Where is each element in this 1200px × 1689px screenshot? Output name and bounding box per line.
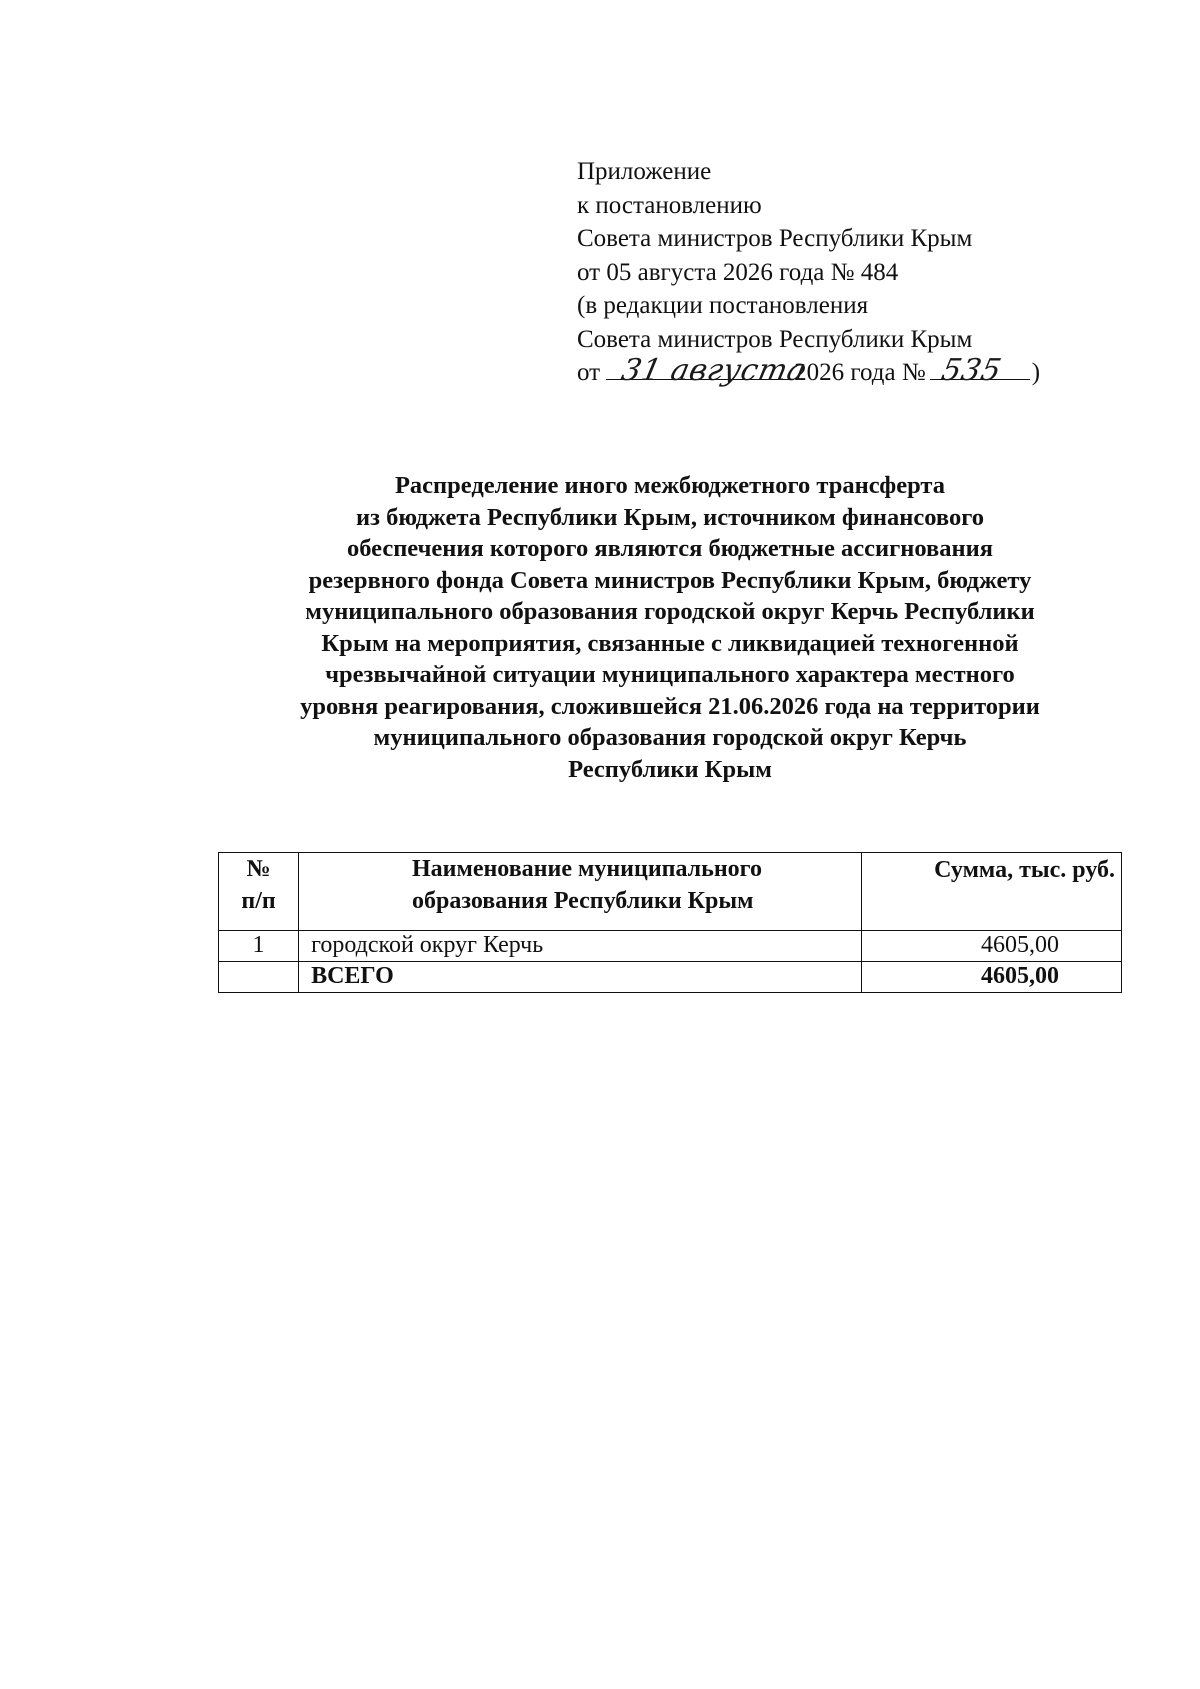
handwritten-number: 535 [938,352,1005,388]
total-label: ВСЕГО [299,962,862,993]
appendix-line: Совета министров Республики Крым [577,325,973,353]
year-label: 2026 года № [794,359,926,386]
appendix-line: (в редакции постановления [577,292,869,319]
header-number [219,853,299,931]
distribution-table [218,852,1122,993]
title-line: обеспечения которого являются бюджетные ассигнования [346,535,994,562]
title-line: муниципального образования городской округ Керчь Республики [305,598,1035,625]
title-line: Распределение иного межбюджетного трансферта [394,472,946,499]
header-sum: Сумма, тыс. руб. [861,853,1121,931]
header-number-line1: № [246,856,271,882]
header-name [299,853,862,931]
appendix-block [577,155,1137,390]
total-number-empty [219,962,299,993]
date-blank [606,352,810,388]
title-line: Крым на мероприятия, связанные с ликвидацией техногенной [321,629,1019,657]
table-total-row [219,962,1122,993]
table-header-row [219,853,1122,931]
number-blank [930,352,1030,388]
title-line: уровня реагирования, сложившейся 21.06.2026 года на территории [300,692,1040,720]
row-municipality: городской округ Керчь [299,931,862,962]
handwritten-date: 31 августа [618,352,810,388]
appendix-line: Совета министров Республики Крым [577,225,973,252]
appendix-heading: Приложение [577,158,712,185]
header-name-inner [398,853,762,917]
title-line: муниципального образования городской округ Керчь [373,724,967,751]
table-row [219,931,1122,962]
row-sum: 4605,00 [861,931,1121,962]
amendment-date-line [577,352,1137,390]
closing-paren: ) [1031,359,1041,386]
title-line: Республики Крым [568,755,772,783]
title-line: чрезвычайной ситуации муниципального характера местного [325,661,1015,688]
row-number: 1 [219,931,299,962]
header-number-line2: п/п [241,888,276,914]
appendix-resolution-ref: от 05 августа 2026 года № 484 [577,258,899,286]
total-sum: 4605,00 [861,962,1121,993]
appendix-line: к постановлению [577,191,762,219]
title-line: резервного фонда Совета министров Республики Крым, бюджету [308,566,1032,594]
header-name-line1: Наименование муниципального [411,856,762,882]
from-label: от [577,359,601,386]
document-title [230,470,1110,785]
title-line: из бюджета Республики Крым, источником финансового [355,503,985,531]
header-name-line2: образования Республики Крым [411,888,754,914]
